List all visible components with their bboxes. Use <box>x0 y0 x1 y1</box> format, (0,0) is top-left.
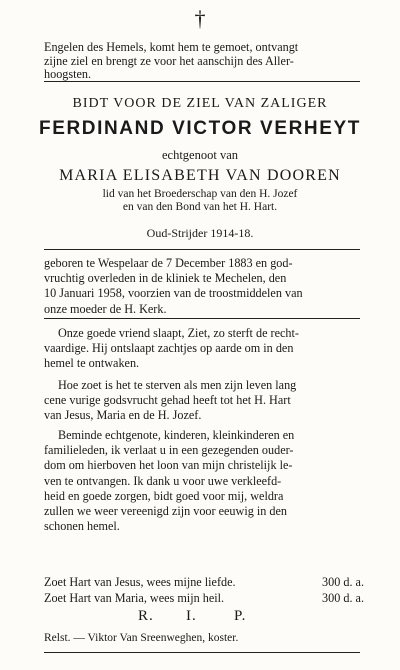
indulgence-days: 300 d. a. <box>322 575 364 589</box>
divider <box>44 652 360 653</box>
paragraph-devotion <box>44 378 364 424</box>
text-line: heid en goede zorgen, bidt goed voor mij, weldra <box>44 488 284 503</box>
ejaculation-maria <box>44 591 364 606</box>
cross-icon: † <box>194 6 206 31</box>
printer-credit: Relst. — Viktor Van Sreenweghen, koster. <box>44 632 239 644</box>
text-line: ven te ontvangen. Ik dank u voor uwe verkleefd- <box>44 473 282 488</box>
text-line: familieleden, ik verlaat u in een gezegenden ouder- <box>44 443 294 458</box>
intro-line: hoogsten. <box>44 67 92 82</box>
ejaculation-text: Zoet Hart van Maria, wees mijn heil. <box>44 591 225 605</box>
text-line: Onze goede vriend slaapt, Ziet, zo sterft de recht- <box>58 326 299 340</box>
text-line: cene vurige godsvrucht gehad heeft tot het H. Hart <box>44 393 291 408</box>
rip-letter: I. <box>186 608 197 624</box>
membership-line: lid van het Broederschap van den H. Jozef <box>102 188 298 200</box>
text-line: vaardige. Hij ontslaapt zachtjes op aarde om in den <box>44 341 294 356</box>
spouse-relation: echtgenoot van <box>161 148 238 162</box>
pray-heading: BIDT VOOR DE ZIEL VAN ZALIGER <box>72 96 328 111</box>
indulgence-days: 300 d. a. <box>322 591 364 605</box>
paragraph-friend <box>44 326 364 372</box>
intro-line: zijne ziel en brengt ze voor het aanschijn des Aller- <box>44 53 294 68</box>
text-line: geboren te Wespelaar de 7 December 1883 en god- <box>44 256 293 270</box>
ejaculation-jesus <box>44 575 364 590</box>
text-line: schonen hemel. <box>44 519 120 534</box>
birth-death-paragraph <box>44 256 364 317</box>
text-line: Beminde echtgenote, kinderen, kleinkinderen en <box>58 428 295 442</box>
spouse-name: MARIA ELISABETH VAN DOOREN <box>59 167 341 184</box>
text-line: zullen we weer vereenigd zijn voor eeuwig in den <box>44 504 287 519</box>
divider <box>44 81 360 82</box>
text-line: onze moeder de H. Kerk. <box>44 301 167 316</box>
intro-prayer <box>0 41 400 82</box>
membership <box>0 188 400 214</box>
deceased-name: FERDINAND VICTOR VERHEYT <box>38 118 362 139</box>
text-line: Hoe zoet is het te sterven als men zijn leven lang <box>58 378 297 392</box>
intro-line: Engelen des Hemels, komt hem te gemoet, ontvangt <box>44 40 299 54</box>
text-line: vruchtig overleden in de kliniek te Mechelen, den <box>44 271 287 286</box>
divider <box>44 318 360 319</box>
text-line: hemel te ontwaken. <box>44 356 140 371</box>
paragraph-farewell <box>44 428 364 534</box>
text-line: 10 Januari 1958, voorzien van de troostmiddelen van <box>44 286 303 301</box>
divider <box>44 249 360 250</box>
membership-line: en van den Bond van het H. Hart. <box>122 201 278 213</box>
rip-letter: P. <box>234 608 247 624</box>
ejaculation-text: Zoet Hart van Jesus, wees mijne liefde. <box>44 575 236 589</box>
text-line: dom om hierboven het loon van mijn christelijk le- <box>44 458 293 473</box>
rip-letter: R. <box>138 608 154 624</box>
veteran-note: Oud-Strijder 1914-18. <box>146 226 254 240</box>
text-line: van Jesus, Maria en de H. Jozef. <box>44 408 202 423</box>
